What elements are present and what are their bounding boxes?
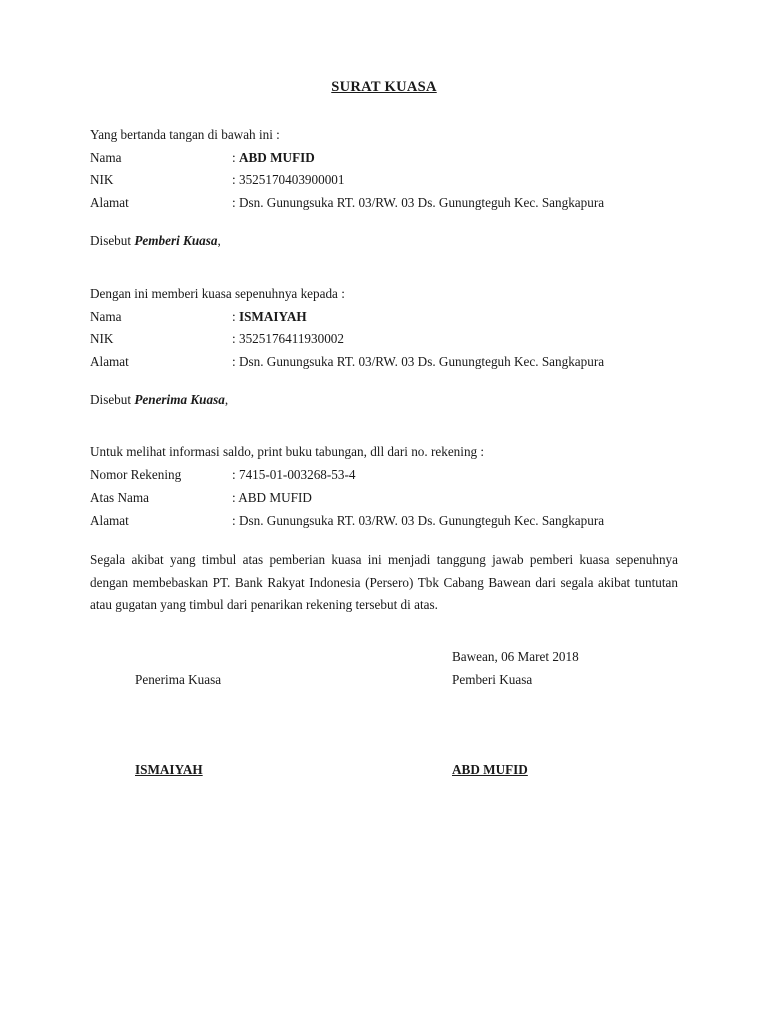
account-address-label: Alamat: [90, 513, 129, 528]
receiver-address-row: [232, 354, 604, 370]
receiver-nik-label: NIK: [90, 331, 114, 346]
receiver-nik-row: [232, 331, 344, 347]
receiver-name-value: ISMAIYAH: [238, 309, 307, 324]
account-address-row: [232, 513, 604, 529]
receiver-signature-name: ISMAIYAH: [135, 762, 203, 777]
separator: :: [232, 172, 239, 187]
separator: :: [232, 490, 239, 505]
giver-address-label: Alamat: [90, 195, 129, 210]
account-number-label: Nomor Rekening: [90, 467, 182, 482]
account-number-value: 7415-01-003268-53-4: [238, 467, 356, 482]
grant-intro-text: Dengan ini memberi kuasa sepenuhnya kepada :: [90, 286, 345, 301]
intro-text: Yang bertanda tangan di bawah ini :: [90, 127, 280, 142]
document-title: SURAT KUASA: [331, 79, 437, 95]
separator: :: [232, 354, 239, 369]
receiver-signature-role: Penerima Kuasa: [135, 672, 222, 687]
giver-nik-label: NIK: [90, 172, 114, 187]
giver-signature-role: Pemberi Kuasa: [452, 672, 533, 687]
receiver-address-value: Dsn. Gunungsuka RT. 03/RW. 03 Ds. Gunungteguh Kec. Sangkapura: [238, 354, 605, 369]
account-holder-value: ABD MUFID: [238, 490, 312, 505]
separator: :: [232, 309, 239, 324]
account-holder-label: Atas Nama: [90, 490, 149, 505]
place-date: Bawean, 06 Maret 2018: [452, 649, 579, 664]
account-address-value: Dsn. Gunungsuka RT. 03/RW. 03 Ds. Gunungteguh Kec. Sangkapura: [238, 513, 605, 528]
separator: :: [232, 195, 239, 210]
giver-name-value: ABD MUFID: [238, 150, 315, 165]
giver-name-label: Nama: [90, 150, 122, 165]
giver-nik-row: [232, 172, 344, 188]
receiver-name-row: [232, 309, 307, 325]
giver-address-value: Dsn. Gunungsuka RT. 03/RW. 03 Ds. Gunungteguh Kec. Sangkapura: [238, 195, 605, 210]
separator: :: [232, 467, 239, 482]
disebut-prefix: Disebut: [90, 392, 135, 407]
purpose-intro-text: Untuk melihat informasi saldo, print buku tabungan, dll dari no. rekening :: [90, 444, 485, 459]
closing-paragraph: Segala akibat yang timbul atas pemberian kuasa ini menjadi tanggung jawab pemberi kuasa sepenuhnya dengan membebaskan PT. Bank Rakyat Indonesia (Persero) Tbk Cabang Bawean dari segala akibat tuntutan atau gugatan yang timbul dari penarikan rekening tersebut di atas.: [90, 552, 678, 612]
giver-address-row: [232, 195, 604, 211]
separator: :: [232, 513, 239, 528]
receiver-nik-value: 3525176411930002: [238, 331, 344, 346]
giver-role: Pemberi Kuasa: [134, 233, 218, 248]
receiver-role: Penerima Kuasa: [134, 392, 225, 407]
giver-disebut: [90, 233, 221, 249]
giver-signature-name: ABD MUFID: [452, 762, 528, 777]
disebut-suffix: ,: [224, 392, 229, 407]
account-number-row: [232, 467, 355, 483]
receiver-name-label: Nama: [90, 309, 122, 324]
disebut-prefix: Disebut: [90, 233, 135, 248]
disebut-suffix: ,: [217, 233, 221, 248]
receiver-disebut: [90, 392, 228, 408]
account-holder-row: [232, 490, 312, 506]
giver-name-row: [232, 150, 315, 166]
giver-nik-value: 3525170403900001: [238, 172, 345, 187]
receiver-address-label: Alamat: [90, 354, 129, 369]
separator: :: [232, 150, 239, 165]
separator: :: [232, 331, 239, 346]
